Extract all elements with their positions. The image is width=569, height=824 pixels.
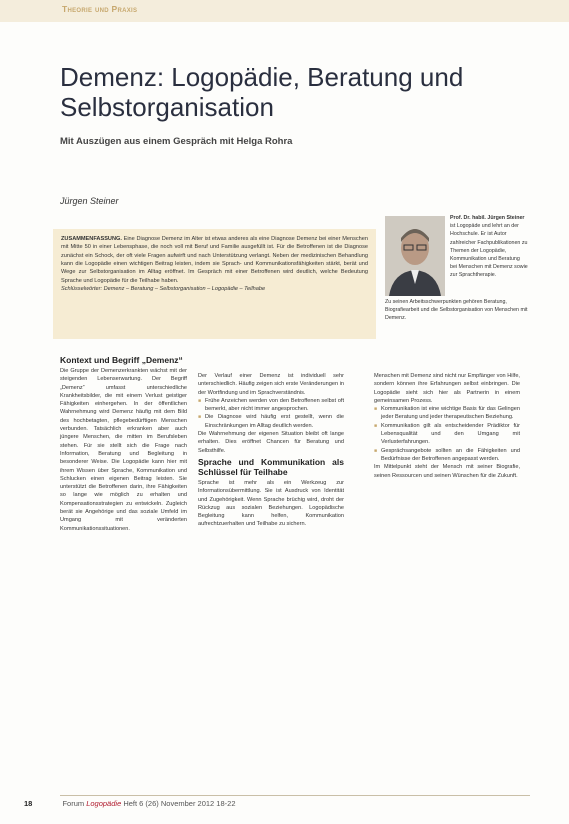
bullet-list [198, 397, 344, 430]
author-photo [385, 216, 445, 296]
section-label: Theorie und Praxis [62, 4, 138, 14]
journal-issue: Heft 6 (26) November 2012 18-22 [123, 799, 236, 808]
body-column-3 [374, 372, 520, 480]
author-bio-text: ist Logopäde und lehrt an der Hochschule. Er ist Autor zahlreicher Fachpublikationen zu Themen der Logopädie, Kommunikation und Beratung bei Menschen mit Demenz sowie zur Sprachtherapie. [450, 223, 528, 279]
journal-prefix: Forum [62, 799, 85, 808]
abstract-lead: ZUSAMMENFASSUNG. [61, 236, 122, 242]
journal-name: Logopädie [86, 799, 122, 808]
article-author: Jürgen Steiner [60, 196, 119, 206]
body-paragraph: Menschen mit Demenz sind nicht nur Empfänger von Hilfe, sondern können ihre Erfahrungen selbst einbringen. Die Logopädie sieht sich hier als Partnerin in einem gemeinsamen Prozess. [374, 373, 520, 404]
abstract-box [53, 229, 376, 339]
journal-citation [62, 799, 235, 808]
body-column-1 [60, 353, 187, 533]
list-item: ■ Frühe Anzeichen werden von den Betroffenen selbst oft bemerkt, aber nicht immer angesprochen. [205, 397, 344, 414]
bullet-list [374, 405, 520, 463]
list-item: ■ Kommunikation ist eine wichtige Basis für das Gelingen jeder Beratung und jeder therapeutischen Beziehung. [381, 405, 520, 422]
body-paragraph: Die Wahrnehmung der eigenen Situation bleibt oft lange erhalten. Dies eröffnet Chancen für Beratung und Selbsthilfe. [198, 431, 344, 454]
page-footer [24, 799, 524, 808]
abstract-text: Eine Diagnose Demenz im Alter ist etwas anderes als eine Diagnose Demenz bei einer Menschen mit Mitte 50 in einer Lebensphase, die noch voll mit Beruf und Familie ausgefüllt ist. Für die Betroffenen ist die Diagnose zunächst ein Schock, der oft viele Fragen aufwirft und nach Unterstützung verlangt. Neben der medizinischen Behandlung kann die Logopädie einen wichtigen Beitrag leisten, indem sie Sprach- und Kommunikationsfähigkeiten stärkt, berät und Wege zur Selbstorganisation im Alltag eröffnet. Im Gespräch mit einer Betroffenen wird deutlich, welche Bedeutung Sprache und Logopädie für die Teilhabe haben. [61, 236, 368, 284]
article-subtitle: Mit Auszügen aus einem Gespräch mit Helga Rohra [60, 136, 293, 147]
abstract-keywords: Schlüsselwörter: Demenz – Beratung – Selbstorganisation – Logopädie – Teilhabe [61, 286, 266, 293]
body-paragraph: Sprache ist mehr als ein Werkzeug zur Informationsübermittlung. Sie ist Ausdruck von Identität und Zugehörigkeit. Wenn Sprache brüchig wird, droht der Rückzug aus sozialen Beziehungen. Logopädische Begleitung kann helfen, Kommunikation aufrechtzuerhalten und Teilhabe zu sichern. [198, 479, 344, 528]
body-column-2 [198, 372, 344, 529]
article-title: Demenz: Logopädie, Beratung und Selbstorganisation [60, 62, 464, 122]
section-heading-context: Kontext und Begriff „Demenz“ [60, 355, 183, 365]
page-number: 18 [24, 799, 33, 808]
author-bio-continued: Zu seinen Arbeitsschwerpunkten gehören Beratung, Biografiearbeit und die Selbstorganisation von Menschen mit Demenz. [385, 299, 528, 322]
list-item: ■ Kommunikation gilt als entscheidender Prädiktor für Lebensqualität und den Umgang mit Verlusterfahrungen. [381, 422, 520, 447]
footer-divider [60, 795, 530, 796]
body-paragraph: Der Verlauf einer Demenz ist individuell sehr unterschiedlich. Häufig zeigen sich erste Veränderungen in der Wortfindung und im Sprachverständnis. [198, 373, 344, 396]
section-heading-communication: Sprache und Kommunikation als Schlüssel für Teilhabe [198, 456, 344, 477]
body-paragraph: Die Gruppe der Demenzerkrankten wächst mit der steigenden Lebenserwartung. Der Begriff „Demenz“ umfasst unterschiedliche Krankheitsbilder, die mit einem Verlust geistiger Fähigkeiten einhergehen. In der öffentlichen Wahrnehmung wird Demenz häufig mit dem Bild des hochbetagten, pflegebedürftigen Menschen verbunden. Tatsächlich erkranken aber auch jüngere Menschen, die mitten im Berufsleben stehen. Für sie stellt sich die Frage nach Information, Beratung und Begleitung in besonderer Weise. Die Logopädie kann hier mit ihrem Wissen über Sprache, Kommunikation und Schlucken einen eigenen Beitrag leisten. Sie unterstützt die Betroffenen darin, ihre Fähigkeiten so lange wie möglich zu erhalten und Kompensationsstrategien zu entwickeln. Zugleich berät sie Angehörige und das soziale Umfeld im Umgang mit veränderten Kommunikationssituationen. [60, 368, 187, 532]
list-item: ■ Die Diagnose wird häufig erst gestellt, wenn die Einschränkungen im Alltag deutlich werden. [205, 413, 344, 430]
list-item: ■ Gesprächsangebote sollten an die Fähigkeiten und Bedürfnisse der Betroffenen angepasst werden. [381, 447, 520, 464]
author-bio-name: Prof. Dr. habil. Jürgen Steiner [450, 215, 525, 221]
author-bio [450, 214, 528, 280]
body-paragraph: Im Mittelpunkt steht der Mensch mit seiner Biografie, seinen Ressourcen und seinen Wünschen für die Zukunft. [374, 464, 520, 479]
section-header-bar [0, 0, 569, 22]
